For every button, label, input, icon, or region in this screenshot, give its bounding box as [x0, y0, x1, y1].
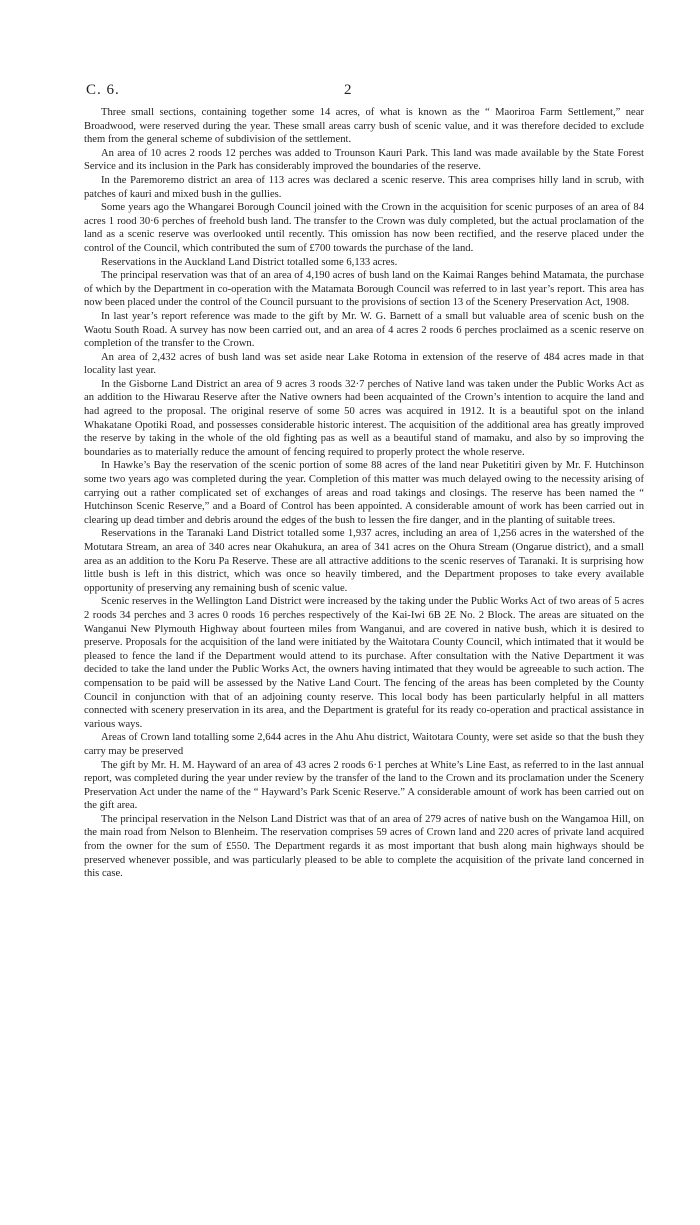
paragraph: The gift by Mr. H. M. Hayward of an area of 43 acres 2 roods 6·1 perches at White’s Line East, as referred to in the last annual report, was completed during the year under review by the transfer of the land to the Crown and its proclamation under the Scenery Preservation Act under the name of the “ Hayward’s Park Scenic Reserve.” A considerable amount of work has been carried out on the gift area.	[84, 759, 644, 812]
paragraph: Some years ago the Whangarei Borough Council joined with the Crown in the acquisition for scenic purposes of an area of 84 acres 1 rood 30·6 perches of freehold bush land. The transfer to the Crown was duly completed, but the actual proclamation of the land as a scenic reserve was overlooked until recently. This omission has now been rectified, and the reserve placed under the control of the Council, which contributed the sum of £700 towards the purchase of the land.	[84, 202, 644, 254]
body-text	[84, 106, 644, 881]
paragraph: In last year’s report reference was made to the gift by Mr. W. G. Barnett of a small but valuable area of scenic bush on the Waotu South Road. A survey has now been carried out, and an area of 4 acres 2 roods 6 perches proclaimed as a scenic reserve on completion of the transfer to the Crown.	[84, 310, 644, 350]
paragraph: Reservations in the Auckland Land District totalled some 6,133 acres.	[101, 256, 398, 268]
document-reference: C. 6.	[86, 82, 120, 98]
paragraph: In the Paremoremo district an area of 113 acres was declared a scenic reserve. This area comprises hilly land in scrub, with patches of kauri and mixed bush in the gullies.	[84, 174, 644, 200]
paragraph: An area of 2,432 acres of bush land was set aside near Lake Rotoma in extension of the reserve of 484 acres made in that locality last year.	[84, 351, 644, 377]
paragraph: Areas of Crown land totalling some 2,644 acres in the Ahu Ahu district, Waitotara County, were set aside so that the bush they carry may be preserved	[84, 732, 644, 757]
paragraph: In the Gisborne Land District an area of 9 acres 3 roods 32·7 perches of Native land was taken under the Public Works Act as an addition to the Hiwarau Reserve after the Native owners had been acquainted of the Crown’s intention to acquire the land and had agreed to the proposal. The original reserve of some 50 acres was acquired in 1912. It is a beautiful spot on the inland Whakatane Opotiki Road, and possesses considerable historic interest. The acquisition of the additional area has greatly improved the reserve by taking in the whole of the old fighting pas as well as a beautiful stand of mamaku, and also by so improving the boundaries as to materially reduce the amount of fencing required to properly protect the whole reserve.	[84, 378, 644, 458]
paragraph: An area of 10 acres 2 roods 12 perches was added to Trounson Kauri Park. This land was made available by the State Forest Service and its inclusion in the Park has considerably improved the boundaries of the reserve.	[84, 147, 644, 173]
paragraph: Reservations in the Taranaki Land District totalled some 1,937 acres, including an area of 1,256 acres in the watershed of the Motutara Stream, an area of 340 acres near Okahukura, an area of 341 acres on the Ohura Stream (Ongarue district), and a small area as an addition to the Koru Pa Reserve. These are all attractive additions to the scenic reserves of Taranaki. It is surprising how little bush is left in this district, which was once so heavily timbered, and the Department proposes to take every available opportunity of preserving any remaining bush of scenic value.	[84, 528, 644, 594]
paragraph: In Hawke’s Bay the reservation of the scenic portion of some 88 acres of the land near Puketitiri given by Mr. F. Hutchinson some two years ago was completed during the year. Completion of this matter was much delayed owing to the necessity arising of carrying out a rather complicated set of exchanges of areas and road takings and closings. The reserve has been named the “ Hutchinson Scenic Reserve,” and a Board of Control has been appointed. A considerable amount of work has been carried out in clearing up dead timber and debris around the edges of the bush to lessen the fire danger, and in the planting of suitable trees.	[84, 460, 644, 526]
paragraph: The principal reservation in the Nelson Land District was that of an area of 279 acres of native bush on the Wangamoa Hill, on the main road from Nelson to Blenheim. The reservation comprises 59 acres of Crown land and 220 acres of private land acquired from the owner for the sum of £550. The Department regards it as most important that bush along main highways should be preserved whenever possible, and was particularly pleased to be able to complete the acquisition of the private land concerned in this case.	[84, 813, 644, 880]
page-number: 2	[344, 82, 352, 98]
paragraph: Scenic reserves in the Wellington Land District were increased by the taking under the Public Works Act of two areas of 5 acres 2 roods 34 perches and 3 acres 0 roods 16 perches respectively of the Kai-Iwi 6B 2E No. 2 Block. The areas are situated on the Wanganui New Plymouth Highway about fourteen miles from Wanganui, and are covered in native bush, which it is desired to preserve. Proposals for the acquisition of the land were initiated by the Waitotara County Council, which intimated that it would be pleased to fence the land if the Department would attend to its purchase. After consultation with the Native Department it was decided to take the land under the Public Works Act, the owners having intimated that they would be agreeable to such action. The compensation to be paid will be assessed by the Native Land Court. The fencing of the areas has been completed by the County Council in conjunction with that of an adjoining county reserve. This local body has been particularly helpful in all matters connected with scenery preservation in its area, and the Department is grateful for its ready co-operation and practical assistance in various ways.	[84, 596, 644, 730]
paragraph: Three small sections, containing together some 14 acres, of what is known as the “ Maoriroa Farm Settlement,” near Broadwood, were reserved during the year. These small areas carry bush of scenic value, and it was therefore decided to exclude them from the general scheme of subdivision of the settlement.	[84, 107, 644, 146]
paragraph: The principal reservation was that of an area of 4,190 acres of bush land on the Kaimai Ranges behind Matamata, the purchase of which by the Department in co-operation with the Matamata Borough Council was referred to in last year’s report. This area has now been placed under the control of the Council pursuant to the provisions of section 13 of the Scenery Preservation Act, 1908.	[84, 270, 644, 309]
